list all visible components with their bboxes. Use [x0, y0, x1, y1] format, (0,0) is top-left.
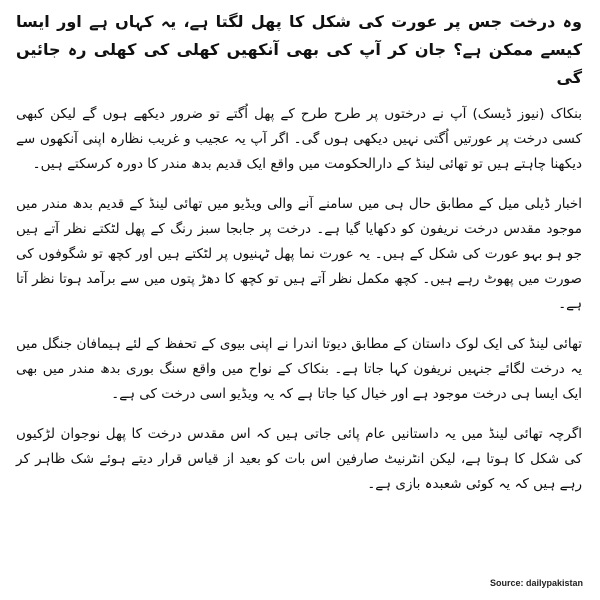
article-paragraph-3: تھائی لینڈ کی ایک لوک داستان کے مطابق دیوتا اندرا نے اپنی بیوی کے تحفظ کے لئے ہیمافان جنگل میں یہ درخت لگائے جنہیں نریفون کہا جاتا ہے۔ بنکاک کے نواح میں واقع سنگ بوری بدھ مندر میں بھی ایک ایسا ہی درخت موجود ہے اور خیال کیا جاتا ہے کہ یہ ویڈیو اسی درخت کی ہے۔: [16, 336, 582, 402]
article: [16, 8, 582, 512]
article-paragraph-2: اخبار ڈیلی میل کے مطابق حال ہی میں سامنے آنے والی ویڈیو میں تھائی لینڈ کے قدیم بدھ مندر میں موجود مقدس درخت نریفون کو دکھایا گیا ہے۔ درخت پر جابجا سبز رنگ کے پھل لٹکتے نظر آتے ہیں جو ہو بہو عورت کی شکل کے ہیں۔ یہ عورت نما پھل ٹہنیوں پر لٹکتے ہیں اور کچھ تو شگوفوں کی صورت میں پھوٹ رہے ہیں۔ کچھ مکمل نظر آتے ہیں تو کچھ کا دھڑ پتوں میں سے برآمد ہوتا نظر آتا ہے۔: [16, 196, 582, 312]
article-paragraph-1: بنکاک (نیوز ڈیسک) آپ نے درختوں پر طرح طرح کے پھل اُگتے تو ضرور دیکھے ہوں گے لیکن کبھی کسی درخت پر عورتیں اُگتی نہیں دیکھی ہوں گی۔ اگر آپ یہ عجیب و غریب نظارہ اپنی آنکھوں سے دیکھنا چاہتے ہیں تو تھائی لینڈ کے دارالحکومت میں واقع ایک قدیم بدھ مندر کا دورہ کرسکتے ہیں۔: [16, 106, 582, 172]
article-headline: وہ درخت جس پر عورت کی شکل کا پھل لگتا ہے، یہ کہاں ہے اور ایسا کیسے ممکن ہے؟ جان کر آپ کی بھی آنکھیں کھلی کی کھلی رہ جائیں گی: [16, 12, 582, 87]
source-credit: Source: dailypakistan: [490, 578, 584, 588]
article-paragraph-4: اگرچہ تھائی لینڈ میں یہ داستانیں عام پائی جاتی ہیں کہ اس مقدس درخت کا پھل نوجوان لڑکیوں کی شکل کا ہوتا ہے، لیکن انٹرنیٹ صارفین اس بات کو بعید از قیاس قرار دیتے ہوئے شک ظاہر کر رہے ہیں کہ یہ کوئی شعبدہ بازی ہے۔: [16, 426, 582, 492]
